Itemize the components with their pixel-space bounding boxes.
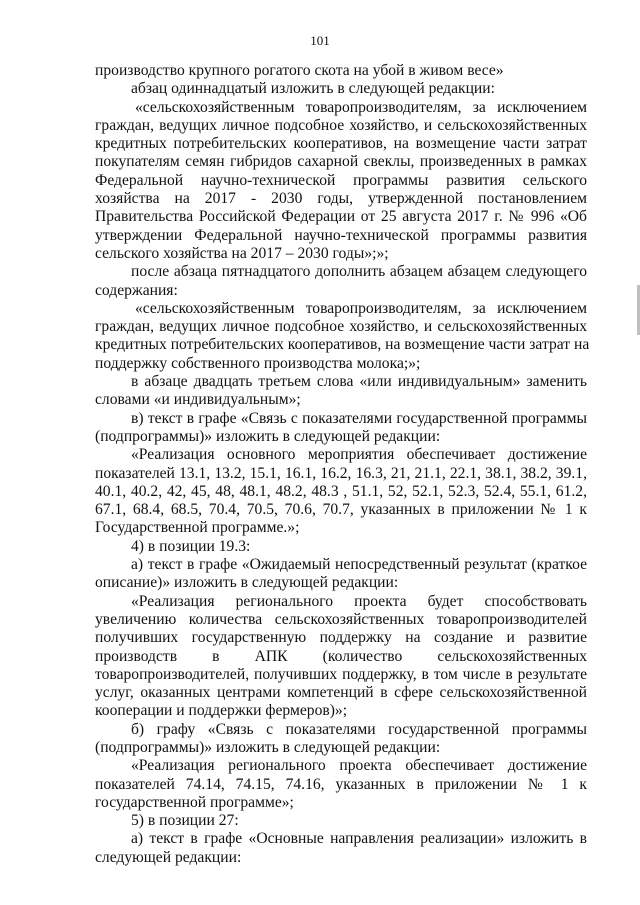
text-line: получивших государственную поддержку на создание и развитие [95,629,587,647]
text-line: кредитных потребительских кооперативов, на возмещение части затрат [95,135,587,153]
text-line: 4) в позиции 19.3: [131,537,251,555]
text-line: следующей редакции: [95,848,242,866]
text-line: увеличению количества сельскохозяйственных товаропроизводителей [95,610,587,628]
text-line: б) графу «Связь с показателями государственной программы [131,720,587,738]
text-line: утверждении Федеральной научно-технической программы развития [95,226,587,244]
text-line: «сельскохозяйственным товаропроизводителям, за исключением [135,299,587,317]
text-line: услуг, оказанных центрами компетенций в сфере сельскохозяйственной [95,684,587,702]
text-line: «сельскохозяйственным товаропроизводителям, за исключением [135,98,587,116]
text-line: Правительства Российской Федерации от 25 августа 2017 г. № 996 «Об [95,208,587,226]
text-line: сельского хозяйства на 2017 – 2030 годы»;»; [95,244,389,262]
text-line: кооперации и поддержки фермеров)»; [95,702,348,720]
document-body [95,62,590,867]
text-line: производств в АПК (количество сельскохозяйственных [95,647,587,665]
text-line: покупателям семян гибридов сахарной свеклы, произведенных в рамках [95,153,587,171]
page-number: 101 [310,33,330,48]
text-line: (подпрограммы)» изложить в следующей редакции: [95,427,441,445]
text-line: 5) в позиции 27: [131,812,239,830]
text-line: Федеральной научно-технической программы развития сельского [95,171,587,189]
text-line: абзац одиннадцатый изложить в следующей редакции: [131,80,495,98]
text-line: «Реализация регионального проекта обеспечивает достижение [131,757,587,775]
text-line: товаропроизводителей, получивших поддержку, в том числе в результате [95,665,587,683]
text-line: словами «и индивидуальным»; [95,391,301,409]
text-line: описание)» изложить в следующей редакции: [95,574,399,592]
text-line: а) текст в графе «Основные направления реализации» изложить в [131,830,587,848]
text-line: в абзаце двадцать третьем слова «или индивидуальным» заменить [131,373,587,391]
text-line: 40.1, 40.2, 42, 45, 48, 48.1, 48.2, 48.3 , 51.1, 52, 52.1, 52.3, 52.4, 55.1, 61.2, [95,482,587,500]
text-line: (подпрограммы)» изложить в следующей редакции: [95,738,441,756]
text-line: граждан, ведущих личное подсобное хозяйство, и сельскохозяйственных [95,116,587,134]
text-line: содержания: [95,281,178,299]
text-line: «Реализация регионального проекта будет способствовать [131,592,587,610]
text-line: «Реализация основного мероприятия обеспечивает достижение [131,446,587,464]
text-line: после абзаца пятнадцатого дополнить абзацем абзацем следующего [131,263,587,281]
text-line: кредитных потребительских кооперативов, на возмещение части затрат на [95,336,590,354]
text-line: 67.1, 68.4, 68.5, 70.4, 70.5, 70.6, 70.7, указанных в приложении № 1 к [95,501,587,519]
text-line: государственной программе»; [95,793,294,811]
text-line: показателей 13.1, 13.2, 15.1, 16.1, 16.2, 16.3, 21, 21.1, 22.1, 38.1, 38.2, 39.1, [95,464,587,482]
text-line: производство крупного рогатого скота на убой в живом весе» [95,62,504,79]
text-line: показателей 74.14, 74.15, 74.16, указанных в приложении № 1 к [95,775,587,793]
text-line: Государственной программе.»; [95,519,300,537]
text-line: а) текст в графе «Ожидаемый непосредственный результат (краткое [131,556,587,574]
text-line: в) текст в графе «Связь с показателями государственной программы [131,409,587,427]
text-line: граждан, ведущих личное подсобное хозяйство, и сельскохозяйственных [95,318,587,336]
text-line: поддержку собственного производства молока;»; [95,354,421,372]
text-line: хозяйства на 2017 - 2030 годы, утвержденной постановлением [95,190,587,208]
